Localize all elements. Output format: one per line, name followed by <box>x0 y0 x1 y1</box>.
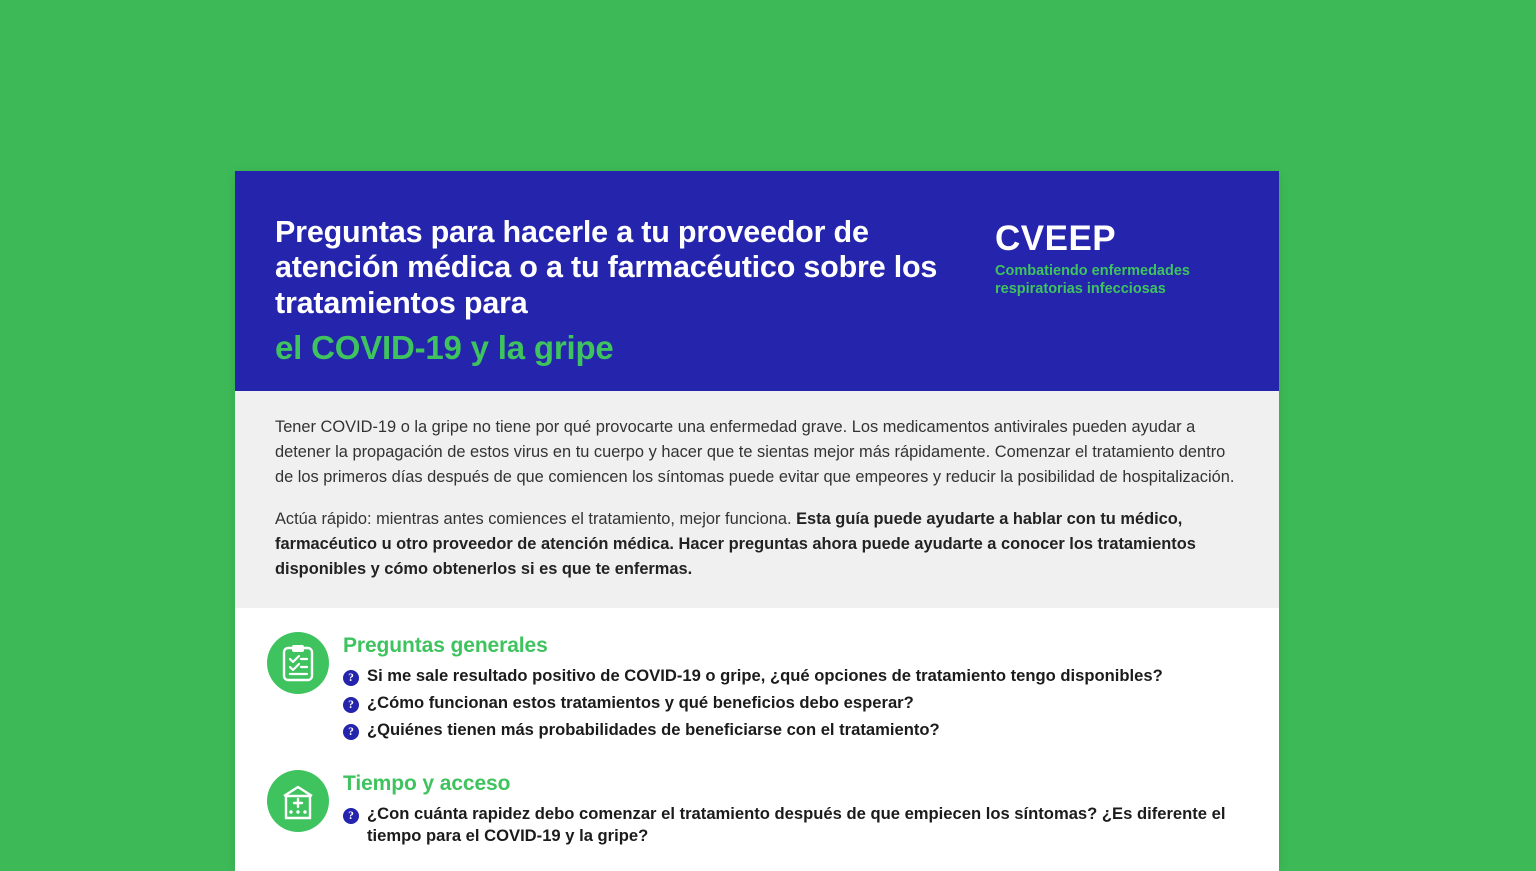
list-item <box>343 692 1239 713</box>
logo-wordmark: CVEEP <box>995 219 1117 258</box>
intro-panel <box>235 391 1279 608</box>
question-list <box>343 803 1239 845</box>
question-text: ¿Con cuánta rapidez debo comenzar el tratamiento después de que empiecen los síntomas? ¿Es diferente el tiempo para el COVID-19 y la gripe? <box>367 804 1226 845</box>
list-item <box>343 719 1239 740</box>
question-list <box>343 665 1239 741</box>
intro-paragraph-2-bold: Esta guía puede ayudarte a hablar con tu médico, farmacéutico u otro proveedor de atención médica. Hacer preguntas ahora puede ayudarte a conocer los tratamientos disponibles y cómo obtenerlos si es que te enfermas. <box>275 509 1196 578</box>
logo-tagline: Combatiendo enfermedades respiratorias infecciosas <box>995 263 1190 297</box>
question-text: ¿Cómo funcionan estos tratamientos y qué beneficios debo esperar? <box>367 692 914 712</box>
title-block <box>275 215 995 367</box>
pharmacy-building-icon <box>267 770 329 832</box>
intro-paragraph-1: Tener COVID-19 o la gripe no tiene por qué provocarte una enfermedad grave. Los medicamentos antivirales pueden ayudar a detener la propagación de estos virus en tu cuerpo y hacer que te sientas mejor más rápidamente. Comenzar el tratamiento dentro de los primeros días después de que comiencen los síntomas puede evitar que empeores y reducir la posibilidad de hospitalización. <box>275 418 1235 486</box>
questions-sections <box>235 608 1279 871</box>
page-title: Preguntas para hacerle a tu proveedor de atención médica o a tu farmacéutico sobre los tratamientos para <box>275 215 938 320</box>
list-item <box>343 803 1239 845</box>
section-title: Tiempo y acceso <box>343 772 511 796</box>
question-text: ¿Quiénes tienen más probabilidades de beneficiarse con el tratamiento? <box>367 720 940 740</box>
page-subtitle: el COVID-19 y la gripe <box>275 329 614 367</box>
intro-paragraph-2-normal: Actúa rápido: mientras antes comiences el tratamiento, mejor funciona. <box>275 509 797 528</box>
section-preguntas-generales <box>267 630 1239 747</box>
question-bullet-icon: ? <box>343 808 359 824</box>
flyer-header <box>235 171 1279 391</box>
flyer-sheet <box>235 171 1279 871</box>
cveep-logo <box>995 215 1239 298</box>
section-title: Preguntas generales <box>343 633 548 657</box>
list-item <box>343 665 1239 686</box>
question-bullet-icon: ? <box>343 670 359 686</box>
clipboard-checklist-icon <box>267 632 329 694</box>
intro-paragraph-2 <box>275 507 1239 582</box>
section-tiempo-y-acceso <box>267 768 1239 851</box>
question-text: Si me sale resultado positivo de COVID-19 o gripe, ¿qué opciones de tratamiento tengo disponibles? <box>367 665 1163 685</box>
question-bullet-icon: ? <box>343 697 359 713</box>
question-bullet-icon: ? <box>343 724 359 740</box>
